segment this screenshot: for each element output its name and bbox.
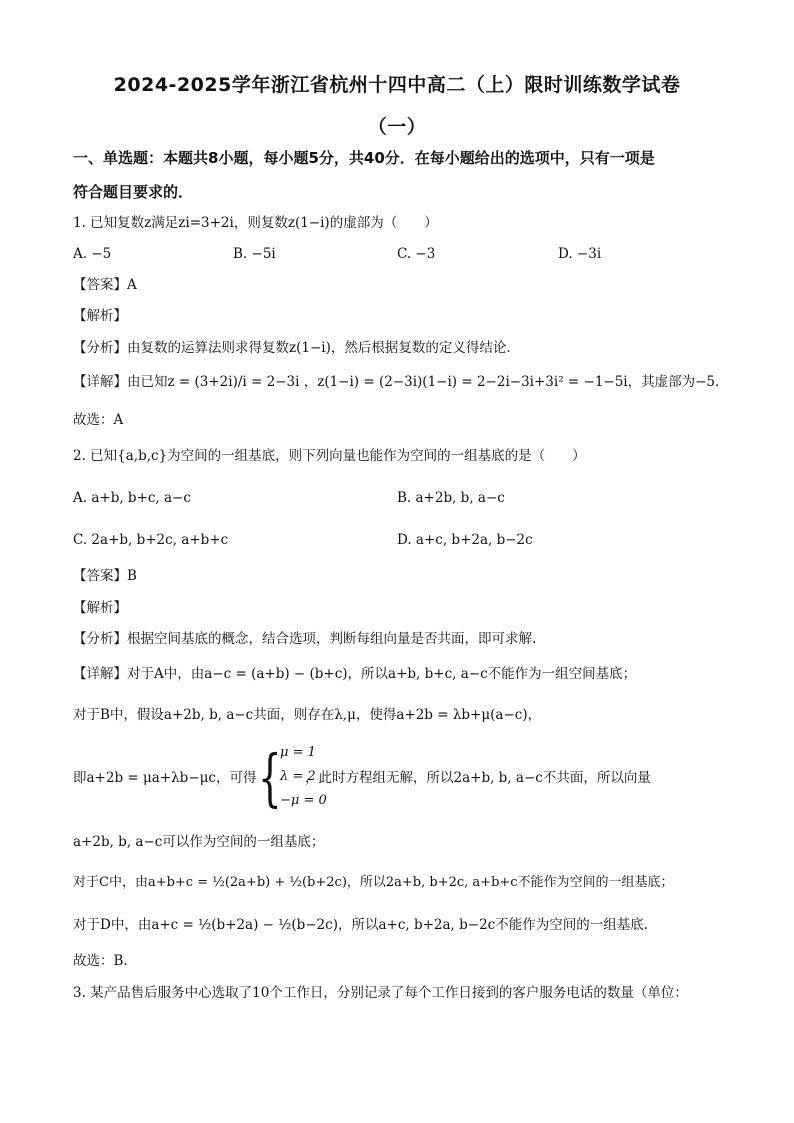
q1-stem: 1. 已知复数z满足zi=3+2i，则复数z(1−i)的虚部为（ ）: [73, 215, 438, 231]
q2-choose: 故选：B.: [73, 953, 128, 969]
q1-choose: 故选：A: [73, 412, 124, 428]
q1-answer: 【答案】A: [73, 277, 137, 293]
q1-option-b: B. −5i: [233, 246, 276, 262]
q2-detail-b2-right: ，此时方程组无解，所以2a+b, b, a−c不共面，所以向量: [305, 770, 651, 786]
q1-fenxi: 【分析】由复数的运算法则求得复数z(1−i)，然后根据复数的定义得结论．: [73, 340, 520, 356]
q2-detail-c: 对于C中，由a+b+c = ½(2a+b) + ½(b+2c)，所以2a+b, b+2c, a+b+c不能作为空间的一组基底；: [73, 875, 674, 890]
system-eq-1: μ = 1: [280, 745, 316, 760]
q2-detail-d: 对于D中，由a+c = ½(b+2a) − ½(b−2c)，所以a+c, b+2a, b−2c不能作为空间的一组基底.: [73, 917, 649, 933]
section-heading: 一、单选题：本题共8小题，每小题5分，共40分．在每小题给出的选项中，只有一项是: [73, 149, 655, 167]
q2-option-d: D. a+c, b+2a, b−2c: [397, 532, 533, 548]
q2-detail-a: 【详解】对于A中，由a−c = (a+b) − (b+c)，所以a+b, b+c, a−c不能作为一组空间基底；: [73, 666, 637, 682]
q2-option-c: C. 2a+b, b+2c, a+b+c: [73, 532, 229, 548]
system-eq-2: λ = 2: [280, 769, 316, 784]
q1-option-a: A. −5: [73, 246, 112, 262]
q2-jiexi: 【解析】: [73, 600, 127, 616]
exam-title-subtitle: （一）: [367, 116, 427, 138]
q2-detail-b3: a+2b, b, a−c可以作为空间的一组基底；: [73, 834, 325, 850]
q1-option-d: D. −3i: [558, 246, 602, 262]
q1-option-c: C. −3: [397, 246, 436, 262]
q3-stem: 3. 某产品售后服务中心选取了10个工作日，分别记录了每个工作日接到的客户服务电话的数量（单位：: [73, 985, 688, 1001]
section-heading-cont: 符合题目要求的．: [73, 183, 194, 201]
q1-jiexi: 【解析】: [73, 308, 127, 324]
q2-detail-b2-left: 即a+2b = μa+λb−μc，可得: [73, 770, 257, 786]
q2-fenxi: 【分析】根据空间基底的概念，结合选项，判断每组向量是否共面，即可求解.: [73, 631, 537, 647]
q2-answer: 【答案】B: [73, 568, 137, 584]
exam-title: 2024-2025学年浙江省杭州十四中高二（上）限时训练数学试卷: [113, 74, 681, 96]
system-brace: {: [258, 741, 282, 814]
q2-stem: 2. 已知{a,b,c}为空间的一组基底，则下列向量也能作为空间的一组基底的是（ ）: [73, 448, 586, 464]
q2-detail-b: 对于B中，假设a+2b, b, a−c共面，则存在λ,μ，使得a+2b = λb+μ(a−c)，: [73, 707, 542, 723]
q1-detail: 【详解】由已知z = (3+2i)/i = 2−3i ，z(1−i) = (2−3i)(1−i) = 2−2i−3i+3i² = −1−5i，其虚部为−5．: [73, 374, 729, 390]
q2-option-b: B. a+2b, b, a−c: [397, 490, 505, 506]
q2-option-a: A. a+b, b+c, a−c: [73, 490, 191, 506]
system-eq-3: −μ = 0: [280, 793, 327, 808]
